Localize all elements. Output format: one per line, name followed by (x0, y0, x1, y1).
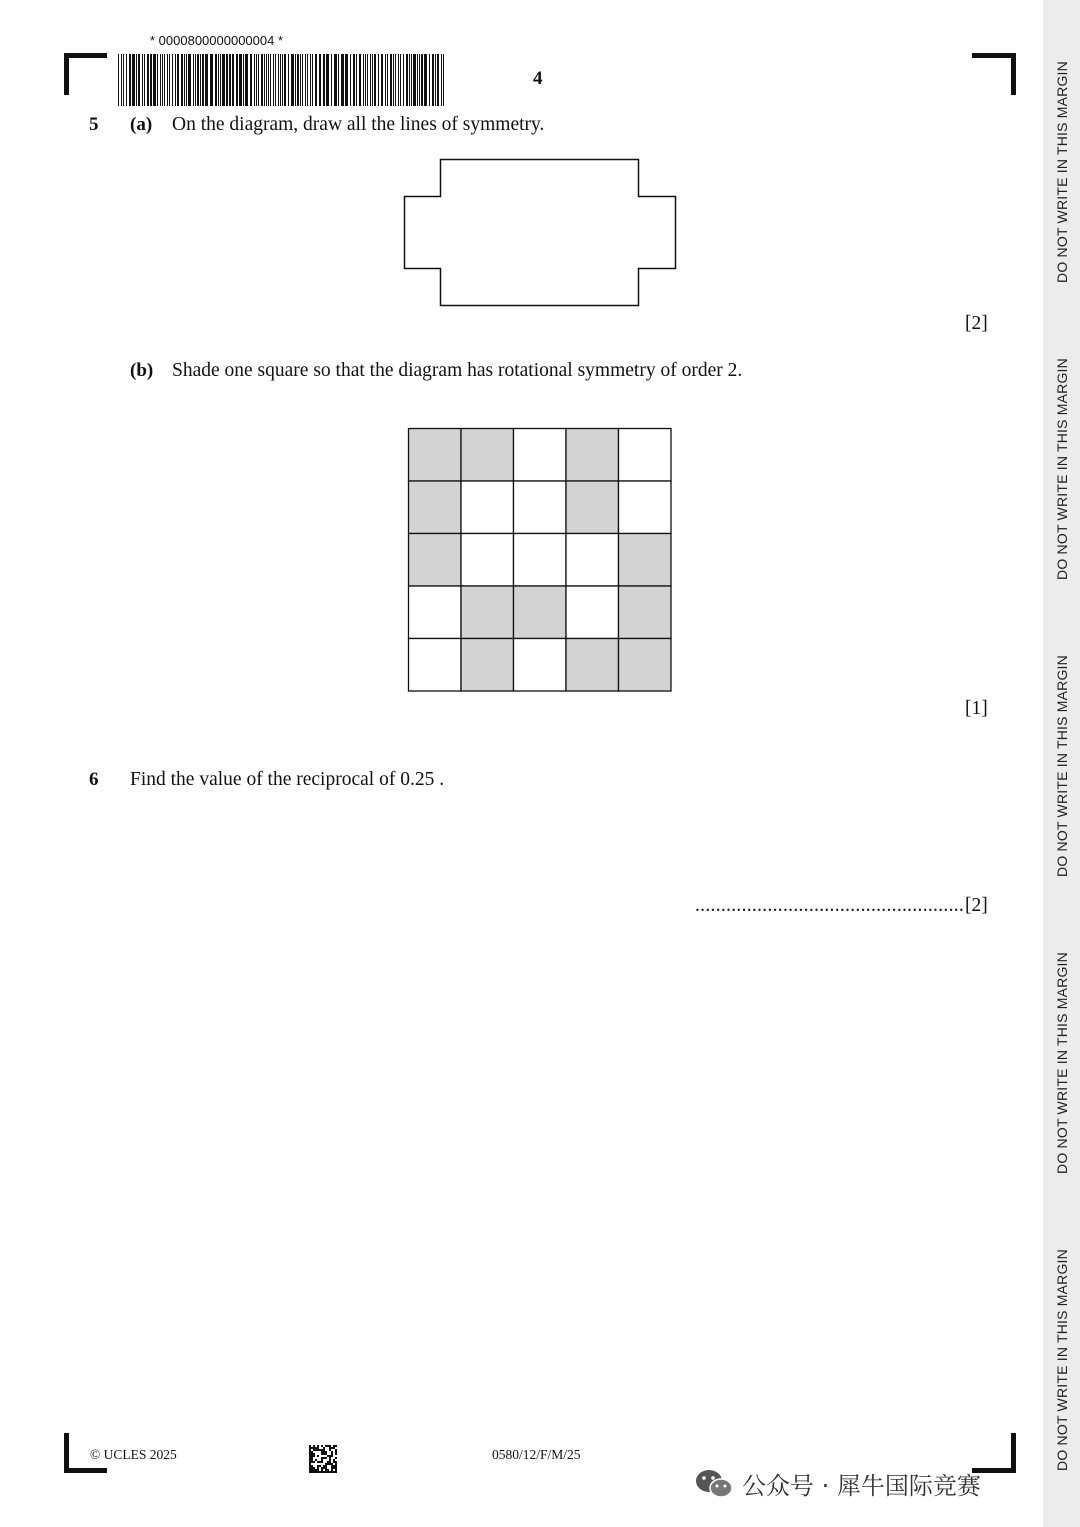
part-label-b: (b) (130, 360, 154, 381)
grid-cell-1-1[interactable] (409, 429, 462, 482)
grid-cell-3-3[interactable] (514, 534, 567, 587)
symmetry-shape-diagram[interactable] (400, 156, 680, 310)
wechat-icon (694, 1468, 734, 1500)
page-number: 4 (533, 68, 543, 89)
grid-cell-4-1[interactable] (409, 586, 462, 639)
barcode-icon (118, 54, 446, 106)
grid-cell-5-2[interactable] (461, 639, 514, 692)
marks-5a: [2] (965, 313, 988, 334)
grid-cell-3-4[interactable] (566, 534, 619, 587)
copyright-text: © UCLES 2025 (90, 1447, 177, 1462)
grid-cell-4-2[interactable] (461, 586, 514, 639)
question-number-6: 6 (89, 769, 99, 790)
marks-6: [2] (965, 895, 988, 916)
marks-5b: [1] (965, 698, 988, 719)
grid-cell-2-1[interactable] (409, 481, 462, 534)
paper-code: 0580/12/F/M/25 (492, 1447, 581, 1462)
question-number-5: 5 (89, 114, 99, 135)
grid-cell-1-3[interactable] (514, 429, 567, 482)
answer-line[interactable]: .................................................... (695, 895, 965, 916)
question-6-text: Find the value of the reciprocal of 0.25 . (130, 769, 445, 790)
grid-cell-5-5[interactable] (619, 639, 672, 692)
grid-cell-5-1[interactable] (409, 639, 462, 692)
question-5b-text: Shade one square so that the diagram has rotational symmetry of order 2. (172, 360, 743, 381)
grid-cell-3-2[interactable] (461, 534, 514, 587)
rotational-symmetry-grid[interactable] (406, 426, 674, 694)
grid-cell-1-5[interactable] (619, 429, 672, 482)
part-label-a: (a) (130, 114, 153, 135)
grid-cell-2-3[interactable] (514, 481, 567, 534)
watermark (694, 1466, 981, 1501)
watermark-text: 公众号 · 犀牛国际竞赛 (742, 1472, 981, 1500)
grid-cell-5-3[interactable] (514, 639, 567, 692)
grid-cell-4-3[interactable] (514, 586, 567, 639)
grid-cell-4-5[interactable] (619, 586, 672, 639)
grid-cell-2-5[interactable] (619, 481, 672, 534)
grid-cell-3-1[interactable] (409, 534, 462, 587)
grid-cell-2-4[interactable] (566, 481, 619, 534)
grid-cell-1-4[interactable] (566, 429, 619, 482)
datamatrix-code-icon (309, 1445, 337, 1473)
barcode-label: * 0000800000000004 * (150, 33, 284, 48)
grid-cell-1-2[interactable] (461, 429, 514, 482)
grid-cell-5-4[interactable] (566, 639, 619, 692)
cross-shape-outline (405, 160, 676, 306)
grid-cell-3-5[interactable] (619, 534, 672, 587)
grid-cell-4-4[interactable] (566, 586, 619, 639)
grid-cell-2-2[interactable] (461, 481, 514, 534)
question-5a-text: On the diagram, draw all the lines of symmetry. (172, 114, 545, 135)
